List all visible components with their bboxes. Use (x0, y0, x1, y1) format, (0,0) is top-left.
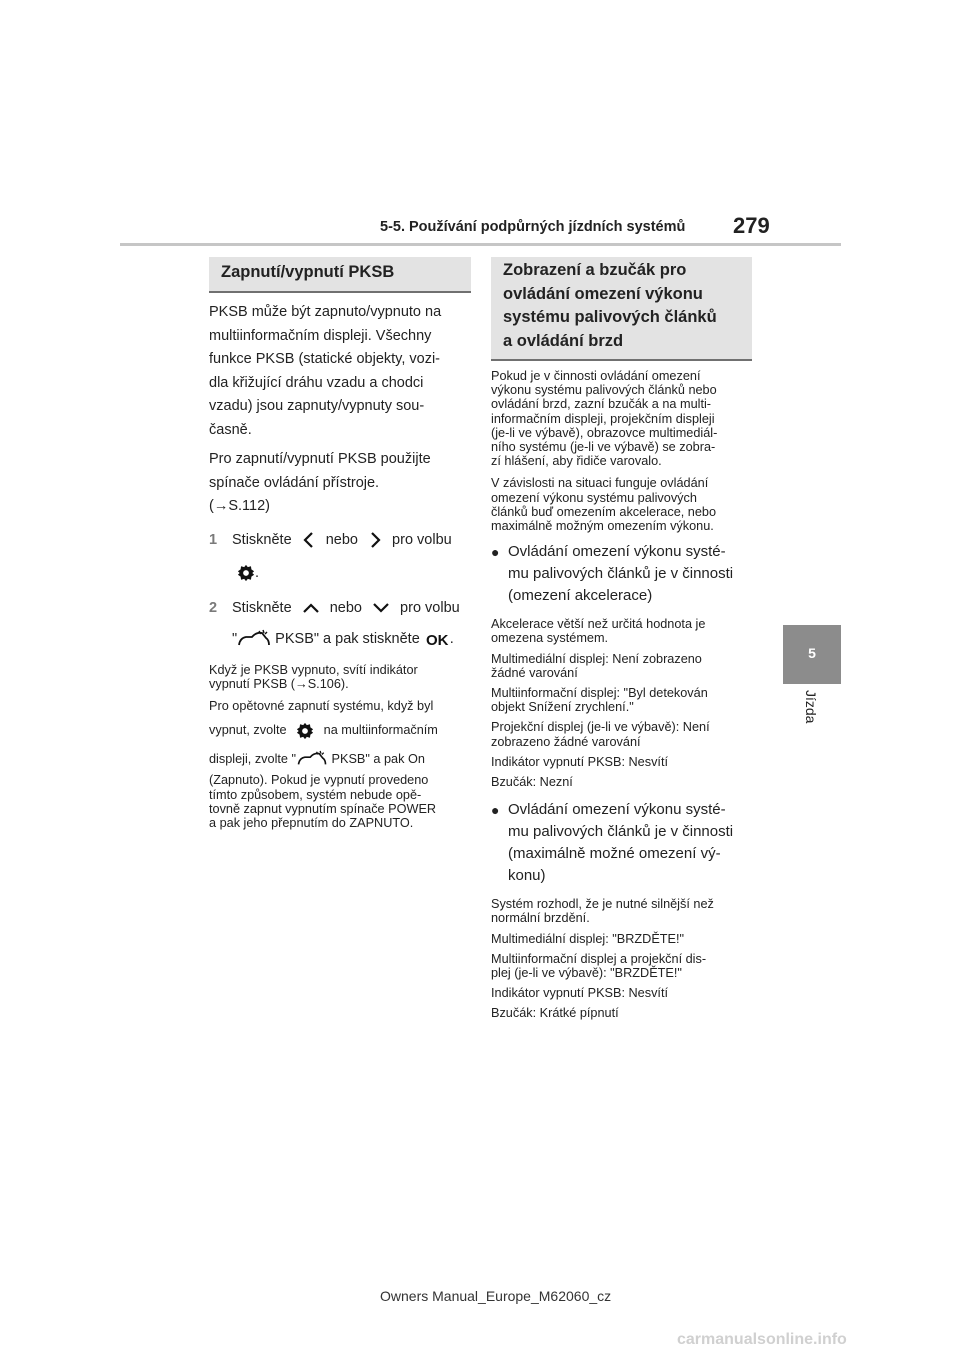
step-text: Stiskněte (232, 599, 292, 616)
step-text: Stiskněte (232, 531, 292, 548)
chapter-tab[interactable]: 5 (783, 625, 841, 684)
watermark: carmanualsonline.info (677, 1331, 847, 1348)
step-text: nebo (329, 599, 362, 616)
heading-line: a ovládání brzd (503, 331, 624, 350)
chevron-left-icon (302, 531, 316, 549)
pksb-car-icon (296, 750, 328, 768)
step-text: . (255, 564, 260, 581)
step-text: PKSB" a pak stiskněte (271, 630, 420, 647)
ok-button-icon (426, 631, 450, 647)
text-line: multiinformačním displeji. Všechny (209, 327, 432, 344)
page-number: 279 (733, 213, 770, 238)
text-line: Bzučák: Krátké pípnutí (491, 1006, 619, 1021)
text-line: Když je PKSB vypnuto, svítí indikátor (209, 662, 418, 677)
left-column (209, 257, 471, 830)
list-item (491, 755, 752, 769)
text-line: Multiinformační displej: "Byl detekován (491, 686, 708, 701)
step-number: 1 (209, 531, 218, 548)
step-text: pro volbu (400, 599, 460, 616)
text-line: konu) (508, 867, 546, 885)
right-column (491, 257, 752, 1021)
chevron-down-icon (372, 601, 390, 615)
text-line: zobrazeno žádné varování (491, 734, 641, 749)
text-line: spínače ovládání přístroje. (209, 474, 380, 491)
list-item (491, 1006, 752, 1020)
text-line: a pak jeho přepnutím do ZAPNUTO. (209, 816, 414, 830)
text-line: informačním displeji, projekčním displeji (491, 411, 715, 426)
text-line: plej (je-li ve výbavě): "BRZDĚTE!" (491, 966, 682, 981)
text-line: žádné varování (491, 665, 578, 680)
step-1 (209, 529, 471, 585)
text-line: vzadu) jsou zapnuty/vypnuty sou- (209, 398, 425, 414)
pksb-off-note (209, 663, 471, 691)
list-item (491, 986, 752, 1000)
text-line: PKSB může být zapnuto/vypnuto na (209, 304, 442, 320)
text-fragment: PKSB" a pak On (328, 751, 425, 766)
text-line: Pokud je v činnosti ovládání omezení (491, 369, 701, 383)
step-2 (209, 597, 471, 651)
heading-line: ovládání omezení výkonu (503, 284, 703, 303)
pksb-car-icon (237, 629, 271, 649)
section-heading-fuel-cell (491, 257, 752, 361)
heading-line: Zobrazení a bzučák pro (503, 261, 687, 279)
text-line: Multimediální displej: "BRZDĚTE!" (491, 931, 685, 946)
pksb-switch-paragraph (209, 448, 471, 519)
list-item (491, 952, 752, 980)
text-line: normální brzdění. (491, 911, 590, 926)
step-number: 2 (209, 599, 218, 616)
fuel-cell-intro-paragraph (491, 369, 752, 468)
acceleration-limit-details (491, 617, 752, 789)
text-line: Indikátor vypnutí PKSB: Nesvítí (491, 754, 668, 769)
text-line: Ovládání omezení výkonu systé- (508, 801, 726, 819)
text-line: omezení výkonu systému palivových (491, 490, 697, 505)
text-line: Systém rozhodl, že je nutné silnější než (491, 897, 714, 912)
text-line: časně. (209, 421, 252, 438)
gear-icon (296, 722, 314, 740)
text-line: Pro opětovné zapnutí systému, když byl (209, 698, 434, 713)
page-reference-link[interactable]: (→S.112) (209, 498, 270, 514)
bullet-icon: ● (491, 544, 500, 561)
text-line: (maximálně možné omezení vý- (508, 845, 721, 863)
chapter-label: Jízda (803, 690, 819, 724)
text-line: funkce PKSB (statické objekty, vozi- (209, 351, 441, 367)
text-line: Akcelerace větší než určitá hodnota je (491, 617, 706, 632)
list-item (491, 652, 752, 680)
text-line: omezena systémem. (491, 631, 609, 646)
fuel-cell-mode-paragraph (491, 476, 752, 533)
text-line: Bzučák: Nezní (491, 775, 573, 790)
pksb-reenable-note (209, 699, 471, 830)
text-line: V závislosti na situaci funguje ovládání (491, 476, 709, 491)
list-item (491, 932, 752, 946)
text-line: objekt Snížení zrychlení." (491, 700, 634, 715)
chevron-up-icon (302, 601, 320, 615)
gear-icon (237, 564, 255, 582)
header-rule (120, 243, 841, 246)
text-line: (Zapnuto). Pokud je vypnutí provedeno (209, 773, 429, 788)
step-text: . (449, 630, 454, 647)
pksb-intro-paragraph (209, 301, 471, 442)
text-line: zí hlášení, aby řidiče varovalo. (491, 454, 662, 469)
text-line: tovně zapnut vypnutím spínače POWER (209, 801, 437, 816)
text-line: Pro zapnutí/vypnutí PKSB použijte (209, 451, 431, 467)
section-title: 5-5. Používání podpůrných jízdních systémů (380, 219, 686, 235)
text-line: mu palivových článků je v činnosti (508, 565, 734, 583)
list-item (491, 897, 752, 925)
step-text: nebo (325, 531, 358, 548)
text-line: Projekční displej (je-li ve výbavě): Není (491, 720, 710, 735)
text-line: tímto způsobem, systém nebude opě- (209, 787, 422, 802)
text-fragment: na multiinformačním (323, 723, 438, 738)
text-line: mu palivových článků je v činnosti (508, 823, 734, 841)
bullet-acceleration-limit (491, 541, 752, 607)
text-line: výkonu systému palivových článků nebo (491, 383, 717, 398)
max-output-limit-details (491, 897, 752, 1020)
page-footer: Owners Manual_Europe_M62060_cz (380, 1288, 612, 1304)
list-item (491, 720, 752, 748)
text-line: Multimediální displej: Není zobrazeno (491, 651, 702, 666)
text-line: Ovládání omezení výkonu systé- (508, 543, 726, 561)
svg-text:OK: OK (425, 631, 449, 647)
text-line: (je-li ve výbavě), obrazovce multimediál- (491, 425, 718, 440)
heading-line: systému palivových článků (503, 308, 717, 326)
text-fragment: displeji, zvolte " (209, 751, 297, 766)
text-line: vypnutí PKSB (→S.106). (209, 676, 349, 691)
text-line: ního systému (je-li ve výbavě) se zobra- (491, 440, 716, 455)
text-fragment: vypnut, zvolte (209, 723, 287, 738)
text-line: ovládání brzd, zazní bzučák a na multi- (491, 397, 712, 412)
list-item (491, 617, 752, 645)
section-heading-pksb: Zapnutí/vypnutí PKSB (209, 257, 471, 293)
bullet-max-output-limit (491, 799, 752, 887)
text-line: Multiinformační displej a projekční dis- (491, 951, 707, 966)
text-line: Indikátor vypnutí PKSB: Nesvítí (491, 986, 668, 1001)
step-text: " (232, 630, 238, 647)
list-item (491, 686, 752, 714)
text-line: (omezení akcelerace) (508, 587, 653, 605)
chevron-right-icon (368, 531, 382, 549)
text-line: maximálně možným omezením výkonu. (491, 519, 714, 534)
bullet-icon: ● (491, 802, 500, 819)
list-item (491, 775, 752, 789)
text-line: dla křižující dráhu vzadu a chodci (209, 374, 424, 391)
text-line: článků buď omezením akcelerace, nebo (491, 504, 717, 519)
step-text: pro volbu (392, 531, 452, 548)
